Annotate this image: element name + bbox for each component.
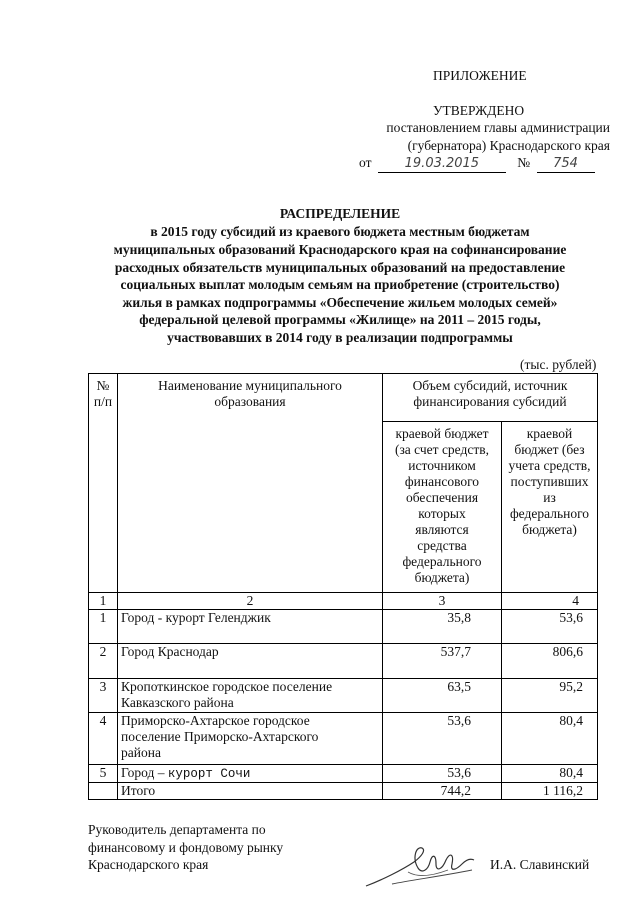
total-num-empty bbox=[89, 783, 118, 800]
row-value-b: 53,6 bbox=[502, 610, 598, 644]
row-value-a: 53,6 bbox=[383, 713, 502, 765]
table-row bbox=[89, 644, 598, 679]
total-label: Итого bbox=[118, 783, 383, 800]
units-label: (тыс. рублей) bbox=[520, 357, 597, 372]
header-num: № п/п bbox=[89, 374, 118, 593]
table-header-row bbox=[89, 374, 598, 422]
title-line-5: жилья в рамках подпрограммы «Обеспечение жильем молодых семей» bbox=[122, 295, 558, 310]
row-value-a: 35,8 bbox=[383, 610, 502, 644]
title-line-2: муниципальных образований Краснодарского края на софинансирование bbox=[113, 242, 567, 257]
total-value-a: 744,2 bbox=[383, 783, 502, 800]
signature-scribble bbox=[362, 840, 482, 892]
decree-reference bbox=[359, 155, 595, 173]
row-value-a: 63,5 bbox=[383, 679, 502, 713]
signer-name: И.А. Славинский bbox=[490, 857, 590, 872]
subsidy-table bbox=[88, 373, 598, 800]
signer-title-line-1: Руководитель департамента по bbox=[88, 822, 266, 837]
row-value-a: 53,6 bbox=[383, 765, 502, 783]
row-num: 1 bbox=[89, 610, 118, 644]
signer-title-line-3: Краснодарского края bbox=[88, 857, 209, 872]
from-label: от bbox=[359, 155, 372, 170]
row-value-b: 806,6 bbox=[502, 644, 598, 679]
header-subsidy-group: Объем субсидий, источник финансирования субсидий bbox=[383, 374, 598, 422]
header-col-a: краевой бюджет (за счет средств, источником финансового обеспечения которых являются средства федерального бюджета) bbox=[383, 422, 502, 593]
table-row bbox=[89, 610, 598, 644]
row-value-b: 95,2 bbox=[502, 679, 598, 713]
total-value-b: 1 116,2 bbox=[502, 783, 598, 800]
index-cell: 2 bbox=[118, 593, 383, 610]
row-num: 2 bbox=[89, 644, 118, 679]
row-name: Город – курорт Сочи bbox=[118, 765, 383, 783]
number-label: № bbox=[517, 155, 531, 170]
row-num: 3 bbox=[89, 679, 118, 713]
table-total-row bbox=[89, 783, 598, 800]
header-name: Наименование муниципального образования bbox=[118, 374, 383, 593]
title-line-7: участвовавших в 2014 году в реализации подпрограммы bbox=[167, 330, 513, 345]
table-row bbox=[89, 679, 598, 713]
document-title: РАСПРЕДЕЛЕНИЕ bbox=[279, 206, 401, 221]
title-line-6: федеральной целевой программы «Жилище» на 2011 – 2015 годы, bbox=[139, 312, 541, 327]
row-num: 5 bbox=[89, 765, 118, 783]
decree-number: 754 bbox=[553, 156, 578, 171]
row-name: Приморско-Ахтарское городское поселение Приморско-Ахтарского района bbox=[118, 713, 383, 765]
row-value-b: 80,4 bbox=[502, 713, 598, 765]
approval-line-1: постановлением главы администрации bbox=[386, 120, 610, 135]
title-line-4: социальных выплат молодым семьям на приобретение (строительство) bbox=[120, 277, 560, 292]
index-cell: 1 bbox=[89, 593, 118, 610]
approved-label: УТВЕРЖДЕНО bbox=[433, 103, 525, 118]
index-cell: 3 bbox=[383, 593, 502, 610]
title-line-3: расходных обязательств муниципальных образований на предоставление bbox=[114, 260, 566, 275]
index-cell: 4 bbox=[502, 593, 598, 610]
table-row bbox=[89, 765, 598, 783]
approval-line-2: (губернатора) Краснодарского края bbox=[407, 138, 610, 153]
table-index-row bbox=[89, 593, 598, 610]
signer-title-line-2: финансовому и фондовому рынку bbox=[88, 840, 284, 855]
row-num: 4 bbox=[89, 713, 118, 765]
row-name: Кропоткинское городское поселение Кавказского района bbox=[118, 679, 383, 713]
table-row bbox=[89, 713, 598, 765]
row-name: Город - курорт Геленджик bbox=[118, 610, 383, 644]
header-col-b: краевой бюджет (без учета средств, поступивших из федерального бюджета) bbox=[502, 422, 598, 593]
row-value-b: 80,4 bbox=[502, 765, 598, 783]
row-value-a: 537,7 bbox=[383, 644, 502, 679]
appendix-label: ПРИЛОЖЕНИЕ bbox=[433, 68, 527, 83]
title-line-1: в 2015 году субсидий из краевого бюджета местным бюджетам bbox=[150, 224, 530, 239]
decree-date: 19.03.2015 bbox=[404, 156, 480, 171]
row-name: Город Краснодар bbox=[118, 644, 383, 679]
